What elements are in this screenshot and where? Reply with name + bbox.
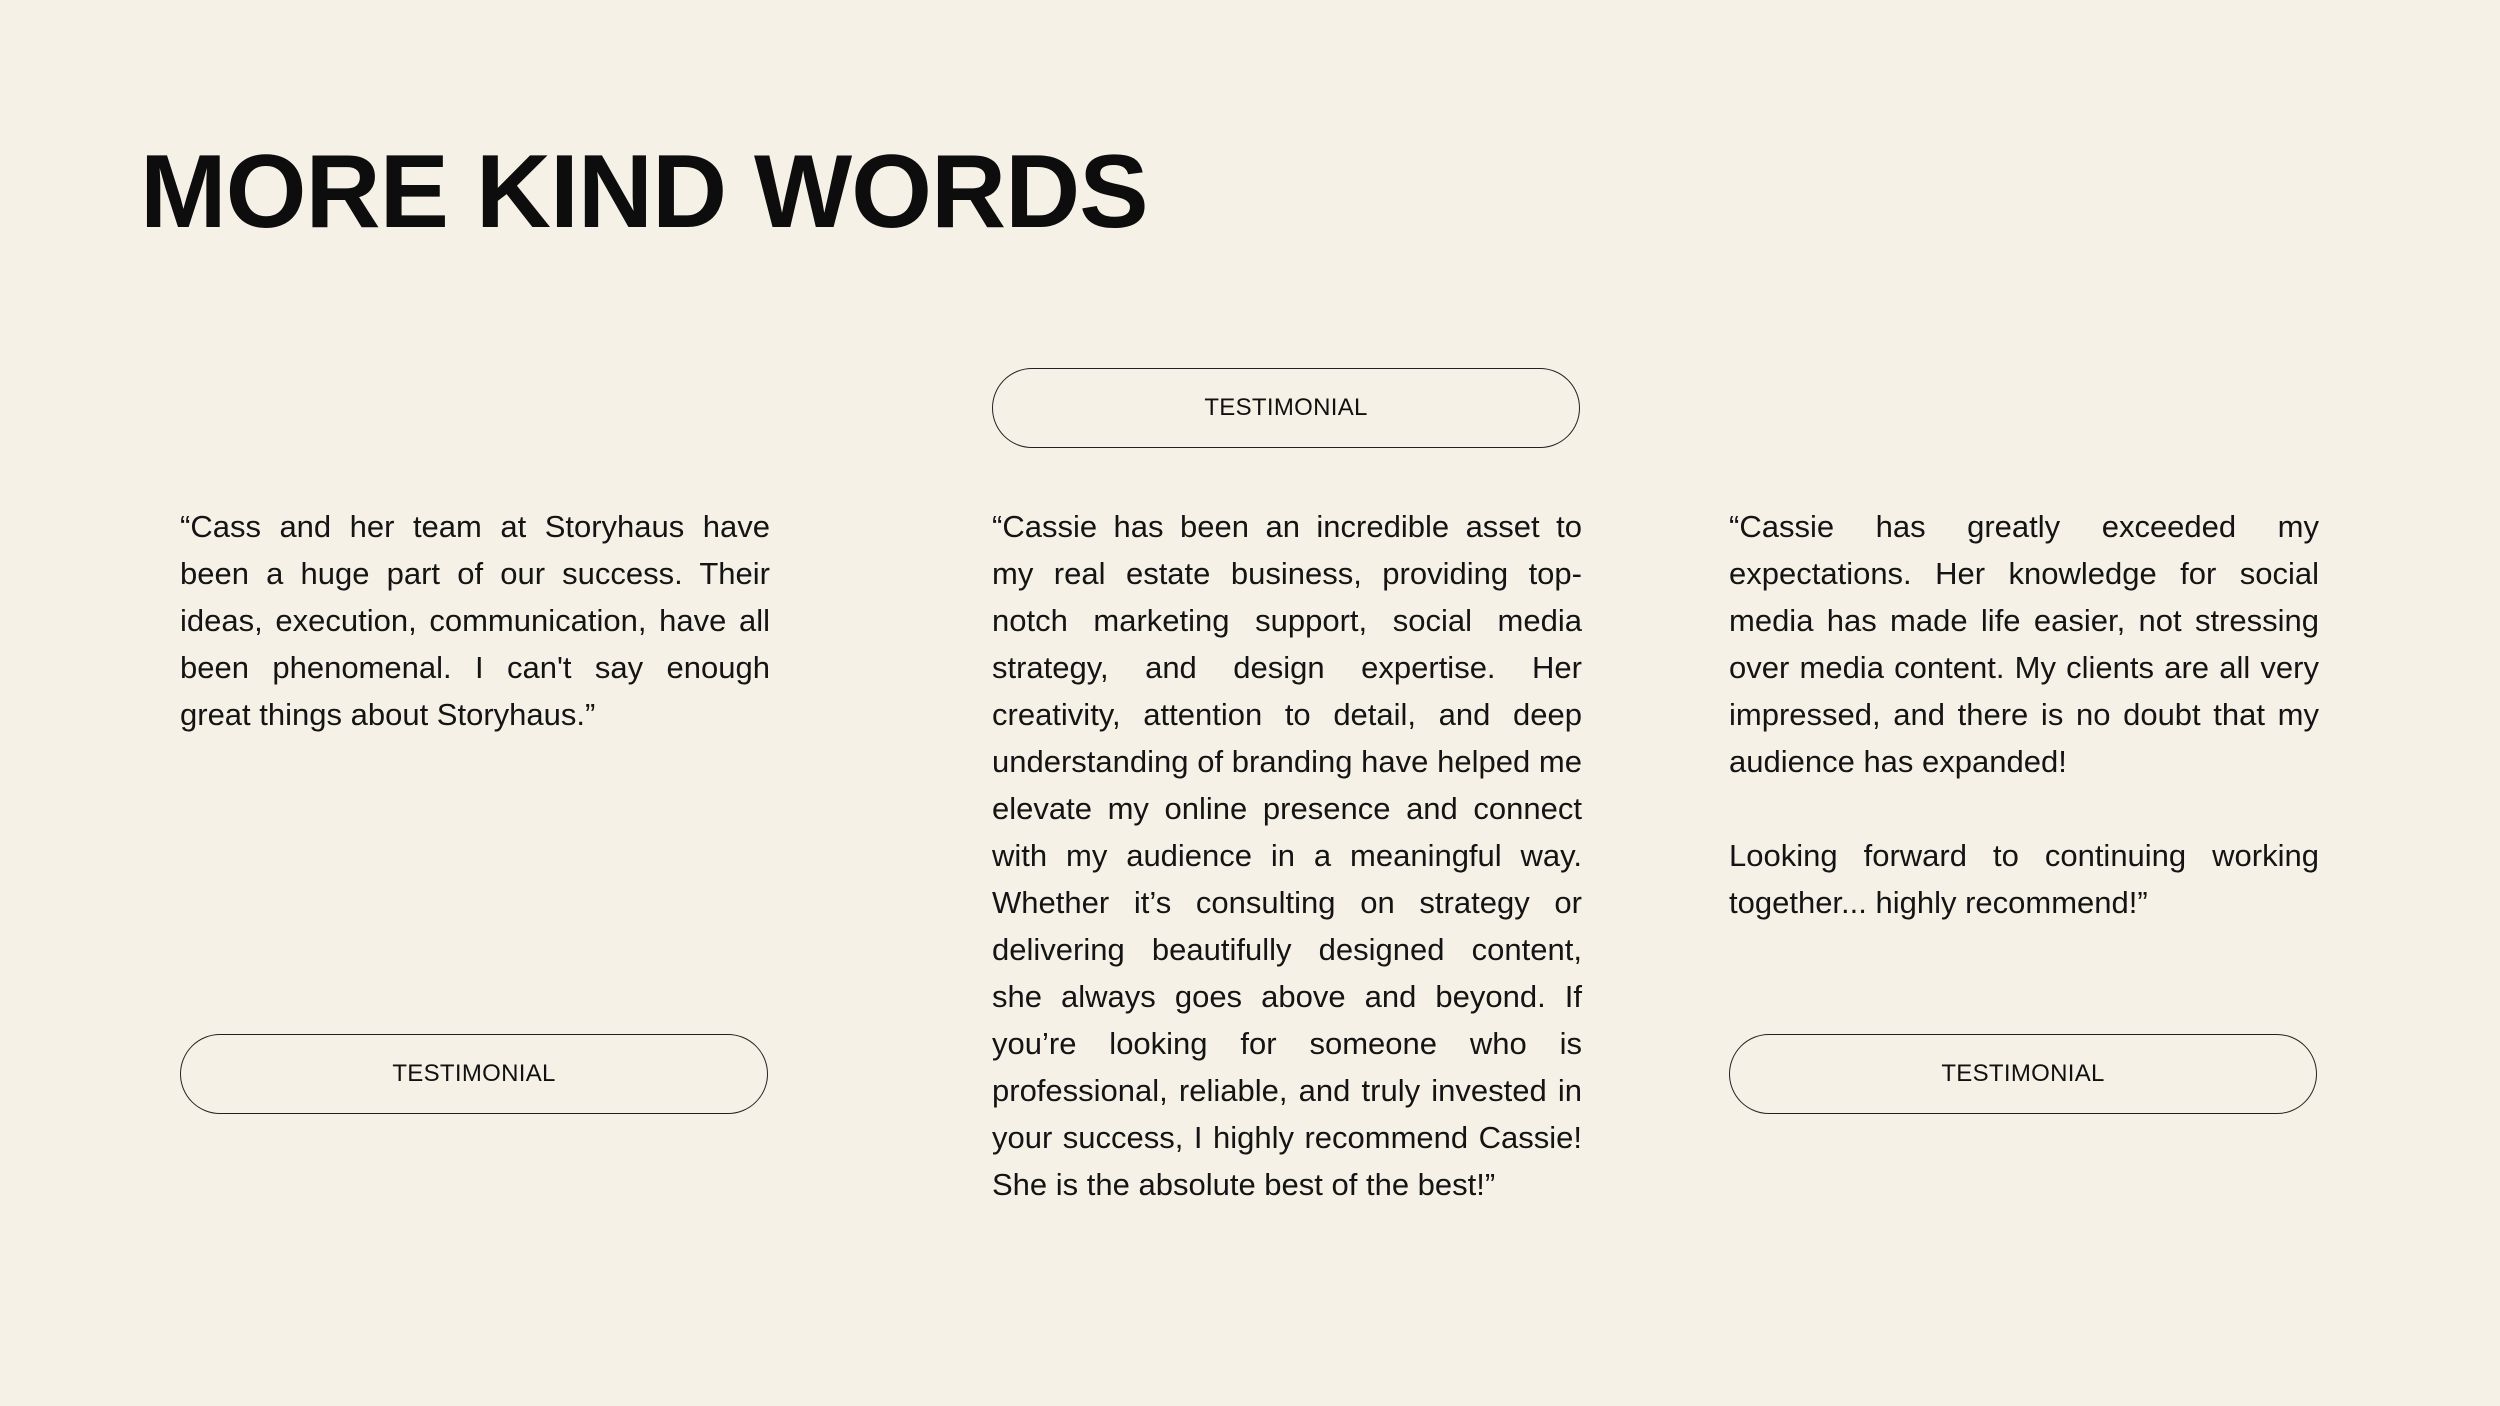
testimonial-button-left[interactable]: TESTIMONIAL (180, 1034, 768, 1114)
testimonial-text-closing: Looking forward to continuing working together... highly recommend!” (1729, 838, 2319, 920)
page-title: MORE KIND WORDS (140, 134, 1148, 250)
testimonial-quote-right (1729, 503, 2319, 926)
testimonial-text: “Cass and her team at Storyhaus have been a huge part of our success. Their ideas, execution, communication, have all been phenomenal. I can't say enough great things about Storyhaus.” (180, 509, 770, 732)
testimonial-quote-middle (992, 503, 1582, 1208)
testimonial-text: “Cassie has greatly exceeded my expectations. Her knowledge for social media has made life easier, not stressing over media content. My clients are all very impressed, and there is no doubt that my audience has expanded! (1729, 509, 2319, 779)
testimonial-quote-left (180, 503, 770, 738)
testimonial-button-right[interactable]: TESTIMONIAL (1729, 1034, 2317, 1114)
testimonial-button-middle[interactable]: TESTIMONIAL (992, 368, 1580, 448)
testimonial-text: “Cassie has been an incredible asset to my real estate business, providing top-notch marketing support, social media strategy, and design expertise. Her creativity, attention to detail, and deep understanding of branding have helped me elevate my online presence and connect with my audience in a meaningful way. Whether it’s consulting on strategy or delivering beautifully designed content, she always goes above and beyond. If you’re looking for someone who is professional, reliable, and truly invested in your success, I highly recommend Cassie! She is the absolute best of the best!” (992, 509, 1582, 1202)
